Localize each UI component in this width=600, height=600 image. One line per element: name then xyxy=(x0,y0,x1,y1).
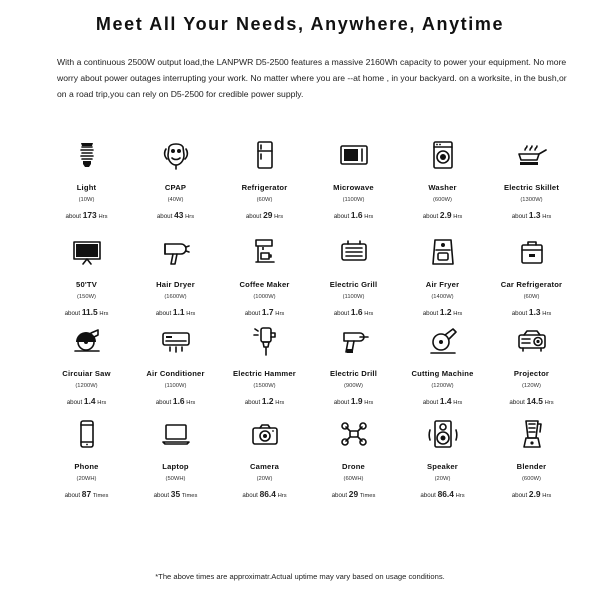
device-name: Blender xyxy=(516,462,547,471)
runtime-unit: Hrs xyxy=(186,311,196,317)
device-runtime xyxy=(65,307,109,317)
runtime-value: 1.4 xyxy=(83,396,96,406)
device-name: Electric Grill xyxy=(329,280,378,289)
device-power: (60W) xyxy=(523,294,540,300)
device-name: Phone xyxy=(74,462,99,471)
device-runtime xyxy=(423,210,463,220)
tv-icon xyxy=(70,235,104,269)
device-name: Cutting Machine xyxy=(411,369,474,378)
coffee-maker-icon xyxy=(248,235,282,269)
device-name: Hair Dryer xyxy=(156,280,195,289)
device-card xyxy=(133,417,218,523)
runtime-value: 1.2 xyxy=(261,396,274,406)
runtime-prefix: about xyxy=(156,213,173,220)
runtime-unit: Hrs xyxy=(453,311,463,317)
runtime-value: 14.5 xyxy=(526,396,543,406)
device-card xyxy=(222,324,307,417)
runtime-prefix: about xyxy=(65,213,81,220)
device-name: Camera xyxy=(249,462,280,471)
runtime-unit: Times xyxy=(359,493,376,499)
cutting-machine-icon xyxy=(426,324,460,358)
runtime-value: 2.9 xyxy=(528,489,541,499)
runtime-value: 1.1 xyxy=(172,307,185,317)
device-name: Speaker xyxy=(427,462,458,471)
runtime-unit: Hrs xyxy=(364,311,374,317)
device-power: (900W) xyxy=(343,383,363,389)
device-power: (120W) xyxy=(521,383,541,389)
device-power: (1600W) xyxy=(164,294,187,300)
device-runtime xyxy=(509,396,553,406)
device-card xyxy=(400,324,485,417)
speaker-icon xyxy=(426,417,460,451)
device-card xyxy=(133,324,218,417)
runtime-prefix: about xyxy=(64,492,81,499)
runtime-value: 86.4 xyxy=(259,489,276,499)
runtime-unit: Hrs xyxy=(185,214,195,220)
device-card xyxy=(222,235,307,324)
runtime-value: 1.4 xyxy=(439,396,452,406)
device-power: (1300W) xyxy=(520,197,543,203)
runtime-value: 1.7 xyxy=(261,307,274,317)
device-card xyxy=(489,138,574,235)
runtime-prefix: about xyxy=(331,492,348,499)
device-card xyxy=(311,138,396,235)
device-power: (20W) xyxy=(256,476,273,482)
device-power: (50WH) xyxy=(165,476,186,482)
device-card xyxy=(133,235,218,324)
device-row xyxy=(44,417,580,523)
grill-icon xyxy=(337,235,371,269)
device-power: (20WH) xyxy=(76,476,97,482)
runtime-unit: Hrs xyxy=(544,400,554,406)
runtime-value: 1.6 xyxy=(172,396,185,406)
runtime-prefix: about xyxy=(511,492,528,499)
device-name: Microwave xyxy=(333,183,374,192)
runtime-unit: Hrs xyxy=(455,493,465,499)
runtime-unit: Hrs xyxy=(277,493,287,499)
runtime-unit: Hrs xyxy=(364,214,374,220)
intro-paragraph: With a continuous 2500W output load,the LANPWR D5-2500 features a massive 2160Wh capacity to power your equipment. No more worry about power outages interrupting your work. No matter where you are --at home , in your backyard. on a worksite, in the bush,or on a road trip,you can rely on D5-2500 for credible power supply. xyxy=(57,57,567,99)
runtime-value: 35 xyxy=(170,489,181,499)
cpap-mask-icon xyxy=(159,138,193,172)
device-power: (20W) xyxy=(434,476,451,482)
device-card xyxy=(222,138,307,235)
device-name: Coffee Maker xyxy=(239,280,290,289)
device-power: (600W) xyxy=(432,197,452,203)
device-power: (1100W) xyxy=(342,294,365,300)
device-runtime xyxy=(245,307,285,317)
runtime-unit: Hrs xyxy=(274,214,284,220)
device-runtime xyxy=(512,307,552,317)
bulb-icon xyxy=(70,138,104,172)
device-name: Air Conditioner xyxy=(146,369,205,378)
device-runtime xyxy=(242,489,286,499)
runtime-unit: Hrs xyxy=(275,400,285,406)
device-card xyxy=(489,235,574,324)
runtime-value: 29 xyxy=(348,489,359,499)
runtime-prefix: about xyxy=(422,213,439,220)
skillet-icon xyxy=(515,138,549,172)
device-power: (600W) xyxy=(521,476,541,482)
runtime-prefix: about xyxy=(422,399,439,406)
drone-icon xyxy=(337,417,371,451)
device-card xyxy=(311,417,396,523)
device-name: Washer xyxy=(428,183,457,192)
runtime-value: 11.5 xyxy=(81,307,98,317)
device-card xyxy=(44,138,129,235)
runtime-prefix: about xyxy=(153,492,170,499)
washer-icon xyxy=(426,138,460,172)
air-conditioner-icon xyxy=(159,324,193,358)
runtime-unit: Hrs xyxy=(542,214,552,220)
device-name: 50'TV xyxy=(76,280,97,289)
device-name: Drone xyxy=(342,462,365,471)
runtime-prefix: about xyxy=(244,310,261,317)
runtime-value: 1.6 xyxy=(350,307,363,317)
hair-dryer-icon xyxy=(159,235,193,269)
device-runtime xyxy=(332,489,376,499)
runtime-unit: Hrs xyxy=(99,311,109,317)
device-card xyxy=(400,235,485,324)
device-runtime xyxy=(156,396,196,406)
device-card xyxy=(44,235,129,324)
runtime-prefix: about xyxy=(333,310,350,317)
runtime-value: 2.9 xyxy=(439,210,452,220)
runtime-prefix: about xyxy=(422,310,439,317)
runtime-prefix: about xyxy=(242,492,258,499)
runtime-value: 173 xyxy=(82,210,97,220)
device-power: (1500W) xyxy=(253,383,276,389)
device-name: Projector xyxy=(513,369,550,378)
runtime-prefix: about xyxy=(509,399,525,406)
device-runtime xyxy=(334,210,374,220)
device-runtime xyxy=(246,210,283,220)
camera-icon xyxy=(248,417,282,451)
device-card xyxy=(44,417,129,523)
device-runtime xyxy=(245,396,285,406)
page-title: Meet All Your Needs, Anywhere, Anytime xyxy=(95,14,505,34)
device-power: (1400W) xyxy=(431,294,454,300)
runtime-value: 1.6 xyxy=(350,210,363,220)
runtime-prefix: about xyxy=(66,399,83,406)
device-card xyxy=(311,235,396,324)
device-name: CPAP xyxy=(164,183,187,192)
blender-icon xyxy=(515,417,549,451)
device-power: (150W) xyxy=(76,294,96,300)
device-runtime xyxy=(157,210,194,220)
runtime-value: 29 xyxy=(263,210,273,220)
footnote: *The above times are approximatr.Actual uptime may vary based on usage conditions. xyxy=(155,572,445,581)
device-card xyxy=(222,417,307,523)
runtime-unit: Hrs xyxy=(364,400,374,406)
device-row xyxy=(44,324,580,417)
electric-hammer-icon xyxy=(248,324,282,358)
microwave-icon xyxy=(337,138,371,172)
device-name: Air Fryer xyxy=(425,280,460,289)
runtime-prefix: about xyxy=(64,310,81,317)
drill-icon xyxy=(337,324,371,358)
runtime-unit: Hrs xyxy=(453,214,463,220)
runtime-value: 43 xyxy=(174,210,184,220)
runtime-prefix: about xyxy=(511,213,528,220)
air-fryer-icon xyxy=(426,235,460,269)
device-power: (10W) xyxy=(78,197,95,203)
device-power: (60WH) xyxy=(343,476,364,482)
runtime-prefix: about xyxy=(511,310,528,317)
device-runtime xyxy=(66,210,108,220)
device-power: (1000W) xyxy=(253,294,276,300)
device-card xyxy=(44,324,129,417)
device-card xyxy=(400,138,485,235)
device-grid xyxy=(44,138,580,523)
device-runtime xyxy=(512,489,552,499)
device-power: (40W) xyxy=(167,197,184,203)
device-power: (1200W) xyxy=(431,383,454,389)
device-runtime xyxy=(420,489,464,499)
device-card xyxy=(133,138,218,235)
runtime-unit: Hrs xyxy=(542,493,552,499)
device-runtime xyxy=(423,307,463,317)
device-name: Electric Skillet xyxy=(503,183,560,192)
device-card xyxy=(489,324,574,417)
device-runtime xyxy=(334,307,374,317)
device-runtime xyxy=(154,489,198,499)
runtime-prefix: about xyxy=(245,213,262,220)
projector-icon xyxy=(515,324,549,358)
runtime-value: 86.4 xyxy=(437,489,454,499)
device-name: Electric Hammer xyxy=(233,369,296,378)
device-power: (1100W) xyxy=(164,383,187,389)
device-runtime xyxy=(67,396,107,406)
runtime-value: 87 xyxy=(81,489,92,499)
runtime-prefix: about xyxy=(155,310,172,317)
device-name: Circuiar Saw xyxy=(62,369,111,378)
phone-icon xyxy=(70,417,104,451)
device-row xyxy=(44,138,580,235)
car-fridge-icon xyxy=(515,235,549,269)
device-runtime xyxy=(512,210,552,220)
device-power: (60W) xyxy=(256,197,273,203)
device-power: (1100W) xyxy=(342,197,365,203)
refrigerator-icon xyxy=(248,138,282,172)
runtime-unit: Hrs xyxy=(98,214,108,220)
runtime-unit: Hrs xyxy=(453,400,463,406)
runtime-unit: Times xyxy=(181,493,198,499)
device-name: Laptop xyxy=(162,462,189,471)
device-name: Car Refrigerator xyxy=(500,280,563,289)
device-card xyxy=(489,417,574,523)
device-name: Electric Drill xyxy=(329,369,378,378)
device-power: (1200W) xyxy=(75,383,98,389)
laptop-icon xyxy=(159,417,193,451)
runtime-value: 1.2 xyxy=(439,307,452,317)
runtime-unit: Hrs xyxy=(186,400,196,406)
device-runtime xyxy=(156,307,196,317)
runtime-value: 1.9 xyxy=(350,396,363,406)
runtime-value: 1.3 xyxy=(528,307,541,317)
device-card xyxy=(311,324,396,417)
runtime-prefix: about xyxy=(155,399,172,406)
device-row xyxy=(44,235,580,324)
runtime-value: 1.3 xyxy=(528,210,541,220)
runtime-prefix: about xyxy=(420,492,436,499)
device-runtime xyxy=(423,396,463,406)
device-runtime xyxy=(65,489,109,499)
runtime-unit: Hrs xyxy=(542,311,552,317)
circular-saw-icon xyxy=(70,324,104,358)
device-name: Refrigerator xyxy=(241,183,288,192)
device-name: Light xyxy=(76,183,97,192)
runtime-prefix: about xyxy=(333,213,350,220)
runtime-unit: Hrs xyxy=(97,400,107,406)
runtime-unit: Times xyxy=(92,493,109,499)
runtime-prefix: about xyxy=(333,399,350,406)
device-card xyxy=(400,417,485,523)
runtime-prefix: about xyxy=(244,399,261,406)
device-runtime xyxy=(334,396,374,406)
runtime-unit: Hrs xyxy=(275,311,285,317)
